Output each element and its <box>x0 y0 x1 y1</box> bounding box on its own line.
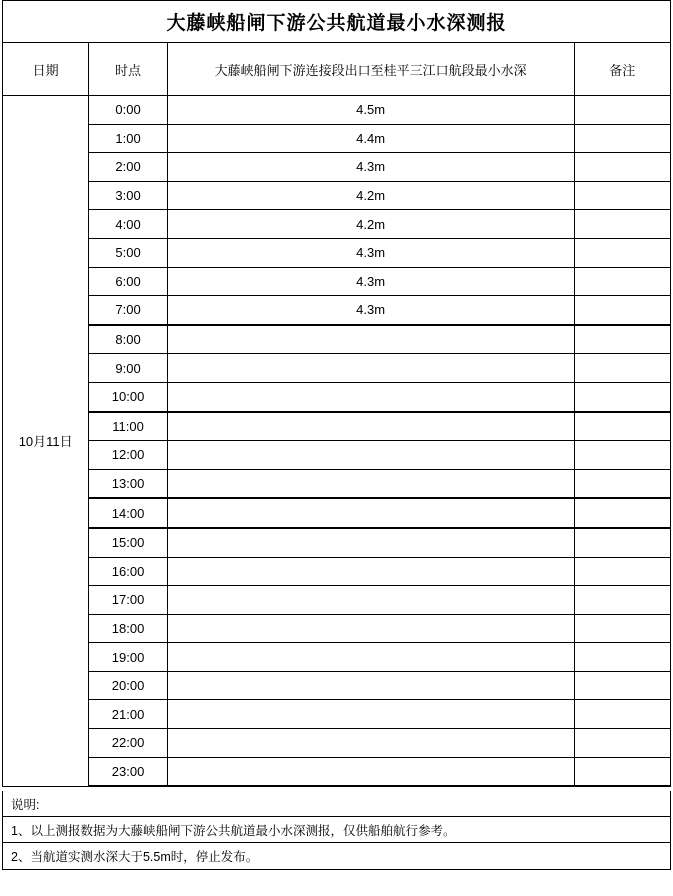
water-depth-table <box>2 42 671 787</box>
note-cell <box>574 325 670 354</box>
time-cell: 14:00 <box>89 498 167 528</box>
depth-cell <box>167 354 574 383</box>
table-row <box>3 528 671 557</box>
time-cell: 16:00 <box>89 557 167 586</box>
time-cell: 20:00 <box>89 671 167 700</box>
table-row <box>3 614 671 643</box>
depth-cell: 4.3m <box>167 267 574 296</box>
note-cell <box>574 557 670 586</box>
table-row <box>3 671 671 700</box>
time-cell: 18:00 <box>89 614 167 643</box>
time-cell: 7:00 <box>89 296 167 325</box>
depth-cell: 4.5m <box>167 96 574 125</box>
table-row <box>3 181 671 210</box>
table-row <box>3 238 671 267</box>
table-header <box>3 43 671 96</box>
table-header-row <box>3 43 671 96</box>
time-cell: 6:00 <box>89 267 167 296</box>
notes-heading: 说明: <box>3 791 670 817</box>
depth-cell <box>167 382 574 411</box>
depth-cell <box>167 469 574 498</box>
note-cell <box>574 124 670 153</box>
note-cell <box>574 643 670 672</box>
note-cell <box>574 153 670 182</box>
table-row <box>3 469 671 498</box>
column-header-depth: 大藤峡船闸下游连接段出口至桂平三江口航段最小水深 <box>167 43 574 96</box>
time-cell: 9:00 <box>89 354 167 383</box>
note-cell <box>574 441 670 470</box>
table-row <box>3 325 671 354</box>
note-cell <box>574 614 670 643</box>
table-row <box>3 96 671 125</box>
note-cell <box>574 412 670 441</box>
depth-cell: 4.4m <box>167 124 574 153</box>
time-cell: 12:00 <box>89 441 167 470</box>
depth-cell <box>167 586 574 615</box>
note-item: 1、以上测报数据为大藤峡船闸下游公共航道最小水深测报，仅供船舶航行参考。 <box>3 817 670 843</box>
time-cell: 3:00 <box>89 181 167 210</box>
depth-cell: 4.2m <box>167 210 574 239</box>
table-row <box>3 153 671 182</box>
time-cell: 4:00 <box>89 210 167 239</box>
depth-cell <box>167 557 574 586</box>
time-cell: 10:00 <box>89 382 167 411</box>
time-cell: 21:00 <box>89 700 167 729</box>
depth-cell: 4.3m <box>167 153 574 182</box>
note-cell <box>574 586 670 615</box>
notes-section <box>2 791 671 870</box>
depth-cell <box>167 757 574 786</box>
depth-cell: 4.2m <box>167 181 574 210</box>
table-row <box>3 586 671 615</box>
depth-cell <box>167 528 574 557</box>
note-cell <box>574 528 670 557</box>
note-cell <box>574 267 670 296</box>
time-cell: 17:00 <box>89 586 167 615</box>
date-cell: 10月11日 <box>3 96 89 787</box>
table-row <box>3 210 671 239</box>
table-row <box>3 441 671 470</box>
time-cell: 1:00 <box>89 124 167 153</box>
time-cell: 8:00 <box>89 325 167 354</box>
time-cell: 15:00 <box>89 528 167 557</box>
table-row <box>3 757 671 786</box>
time-cell: 22:00 <box>89 729 167 758</box>
column-header-date: 日期 <box>3 43 89 96</box>
note-cell <box>574 469 670 498</box>
note-cell <box>574 700 670 729</box>
table-row <box>3 354 671 383</box>
depth-cell <box>167 412 574 441</box>
note-cell <box>574 238 670 267</box>
report-title-bar <box>2 0 671 42</box>
table-row <box>3 296 671 325</box>
depth-cell <box>167 498 574 528</box>
note-cell <box>574 729 670 758</box>
time-cell: 11:00 <box>89 412 167 441</box>
table-row <box>3 124 671 153</box>
table-row <box>3 700 671 729</box>
note-cell <box>574 354 670 383</box>
time-cell: 23:00 <box>89 757 167 786</box>
time-cell: 2:00 <box>89 153 167 182</box>
depth-cell: 4.3m <box>167 296 574 325</box>
table-row <box>3 643 671 672</box>
table-row <box>3 498 671 528</box>
time-cell: 0:00 <box>89 96 167 125</box>
column-header-note: 备注 <box>574 43 670 96</box>
time-cell: 13:00 <box>89 469 167 498</box>
note-cell <box>574 498 670 528</box>
note-cell <box>574 671 670 700</box>
depth-cell <box>167 441 574 470</box>
depth-cell <box>167 729 574 758</box>
note-cell <box>574 382 670 411</box>
depth-cell <box>167 643 574 672</box>
table-row <box>3 412 671 441</box>
note-item: 2、当航道实测水深大于5.5m时，停止发布。 <box>11 850 259 865</box>
note-cell <box>574 296 670 325</box>
note-cell <box>574 210 670 239</box>
note-cell <box>574 96 670 125</box>
time-cell: 19:00 <box>89 643 167 672</box>
depth-cell <box>167 614 574 643</box>
column-header-time: 时点 <box>89 43 167 96</box>
note-cell <box>574 757 670 786</box>
table-body <box>3 96 671 787</box>
page-title: 大藤峡船闸下游公共航道最小水深测报 <box>166 13 507 34</box>
depth-cell <box>167 700 574 729</box>
table-row <box>3 557 671 586</box>
depth-cell <box>167 671 574 700</box>
depth-cell <box>167 325 574 354</box>
depth-cell: 4.3m <box>167 238 574 267</box>
table-row <box>3 267 671 296</box>
table-row <box>3 729 671 758</box>
time-cell: 5:00 <box>89 238 167 267</box>
note-cell <box>574 181 670 210</box>
table-row <box>3 382 671 411</box>
